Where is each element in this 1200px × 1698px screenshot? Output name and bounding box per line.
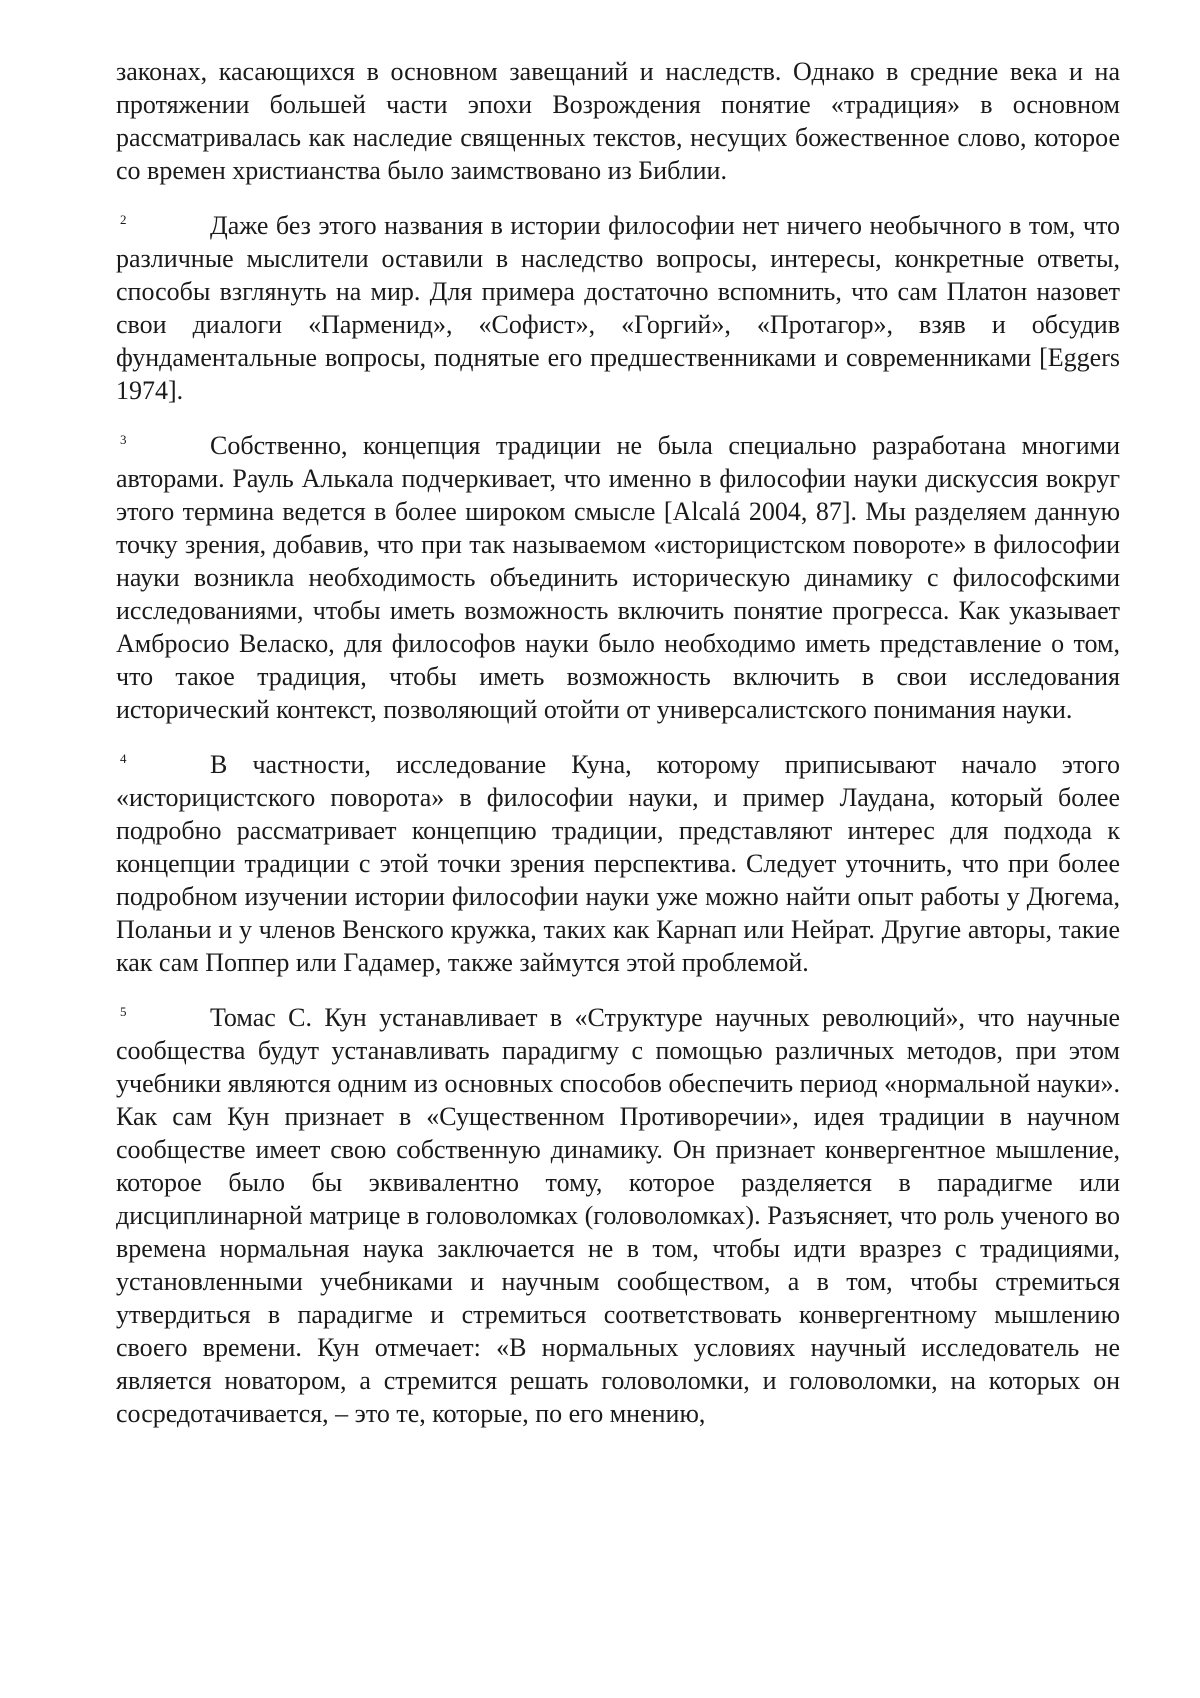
paragraph-4 [116, 748, 1120, 979]
paragraph-number: 2 [120, 213, 127, 226]
paragraph-text: Даже без этого названия в истории философии нет ничего необычного в том, что различные мыслители оставили в наследство вопросы, интересы, конкретные ответы, способы взглянуть на мир. Для примера достаточно вспомнить, что сам Платон назовет свои диалоги «Парменид», «Софист», «Горгий», «Протагор», взяв и обсудив фундаментальные вопросы, поднятые его предшественниками и современниками [Eggers 1974]. [116, 211, 1120, 405]
paragraph-number: 5 [120, 1005, 127, 1018]
paragraph-5 [116, 1001, 1120, 1430]
paragraph-text: Собственно, концепция традиции не была специально разработана многими авторами. Рауль Алькала подчеркивает, что именно в философии науки дискуссия вокруг этого термина ведется в более широком смысле [Alcalá 2004, 87]. Мы разделяем данную точку зрения, добавив, что при так называемом «историцистском повороте» в философии науки возникла необходимость объединить историческую динамику с философскими исследованиями, чтобы иметь возможность включить понятие прогресса. Как указывает Амбросио Веласко, для философов науки было необходимо иметь представление о том, что такое традиция, чтобы иметь возможность включить в свои исследования исторический контекст, позволяющий отойти от универсалистского понимания науки. [116, 431, 1120, 724]
paragraph-number: 4 [120, 752, 127, 765]
paragraph-number: 3 [120, 433, 127, 446]
paragraph-text: Томас С. Кун устанавливает в «Структуре научных революций», что научные сообщества будут устанавливать парадигму с помощью различных методов, при этом учебники являются одним из основных способов обеспечить период «нормальной науки». Как сам Кун признает в «Существенном Противоречии», идея традиции в научном сообществе имеет свою собственную динамику. Он признает конвергентное мышление, которое было бы эквивалентно тому, которое разделяется в парадигме или дисциплинарной матрице в головоломках (головоломках). Разъясняет, что роль ученого во времена нормальная наука заключается не в том, чтобы идти вразрез с традициями, установленными учебниками и научным сообществом, а в том, чтобы стремиться утвердиться в парадигме и стремиться соответствовать конвергентному мышлению своего времени. Кун отмечает: «В нормальных условиях научный исследователь не является новатором, а стремится решать головоломки, и головоломки, на которых он сосредотачивается, – это те, которые, по его мнению, [116, 1003, 1120, 1428]
paragraph-continued [116, 55, 1120, 187]
paragraph-text: В частности, исследование Куна, которому приписывают начало этого «историцистского поворота» в философии науки, и пример Лаудана, который более подробно рассматривает концепцию традиции, представляют интерес для подхода к концепции традиции с этой точки зрения перспектива. Следует уточнить, что при более подробном изучении истории философии науки уже можно найти опыт работы у Дюгема, Поланьи и у членов Венского кружка, таких как Карнап или Нейрат. Другие авторы, такие как сам Поппер или Гадамер, также займутся этой проблемой. [116, 750, 1120, 977]
paragraph-text: законах, касающихся в основном завещаний и наследств. Однако в средние века и на протяжении большей части эпохи Возрождения понятие «традиция» в основном рассматривалась как наследие священных текстов, несущих божественное слово, которое со времен христианства было заимствовано из Библии. [116, 57, 1120, 185]
paragraph-3 [116, 429, 1120, 726]
paragraph-2 [116, 209, 1120, 407]
document-page [116, 55, 1120, 1452]
